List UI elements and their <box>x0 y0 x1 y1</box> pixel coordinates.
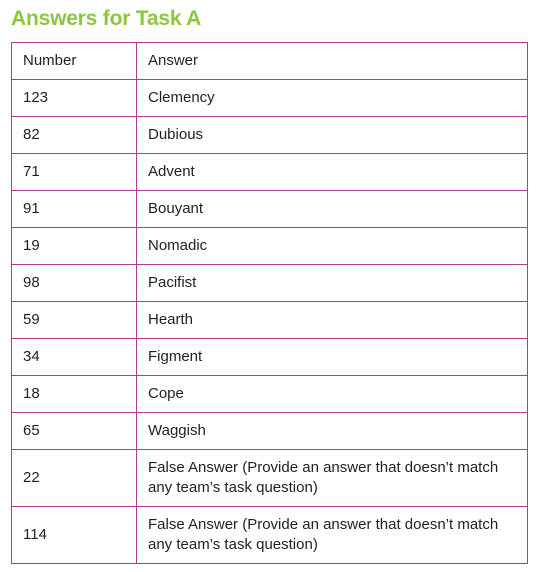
cell-number: 34 <box>12 339 137 376</box>
cell-number: 114 <box>12 507 137 564</box>
table-row <box>12 80 528 117</box>
cell-answer: Waggish <box>137 413 528 450</box>
table-row <box>12 191 528 228</box>
table-row <box>12 117 528 154</box>
cell-number: 19 <box>12 228 137 265</box>
table-row <box>12 413 528 450</box>
cell-answer: Cope <box>137 376 528 413</box>
table-row <box>12 507 528 564</box>
cell-answer: Dubious <box>137 117 528 154</box>
table-row <box>12 154 528 191</box>
cell-number: 18 <box>12 376 137 413</box>
cell-number: 91 <box>12 191 137 228</box>
answers-table <box>11 42 528 564</box>
cell-answer: False Answer (Provide an answer that doesn’t match any team’s task question) <box>137 507 528 564</box>
table-row <box>12 228 528 265</box>
cell-answer: Nomadic <box>137 228 528 265</box>
page-title: Answers for Task A <box>11 7 202 30</box>
cell-number: 98 <box>12 265 137 302</box>
cell-answer: Pacifist <box>137 265 528 302</box>
table-row <box>12 265 528 302</box>
table-row <box>12 302 528 339</box>
cell-answer: Hearth <box>137 302 528 339</box>
cell-number: 59 <box>12 302 137 339</box>
table-row <box>12 339 528 376</box>
cell-answer: Clemency <box>137 80 528 117</box>
cell-answer: Advent <box>137 154 528 191</box>
column-header-answer: Answer <box>137 43 528 80</box>
cell-number: 123 <box>12 80 137 117</box>
cell-answer: Figment <box>137 339 528 376</box>
cell-number: 82 <box>12 117 137 154</box>
table-row <box>12 450 528 507</box>
cell-answer: Bouyant <box>137 191 528 228</box>
cell-number: 22 <box>12 450 137 507</box>
cell-answer: False Answer (Provide an answer that doesn’t match any team’s task question) <box>137 450 528 507</box>
cell-number: 71 <box>12 154 137 191</box>
table-header-row <box>12 43 528 80</box>
column-header-number: Number <box>12 43 137 80</box>
table-row <box>12 376 528 413</box>
cell-number: 65 <box>12 413 137 450</box>
